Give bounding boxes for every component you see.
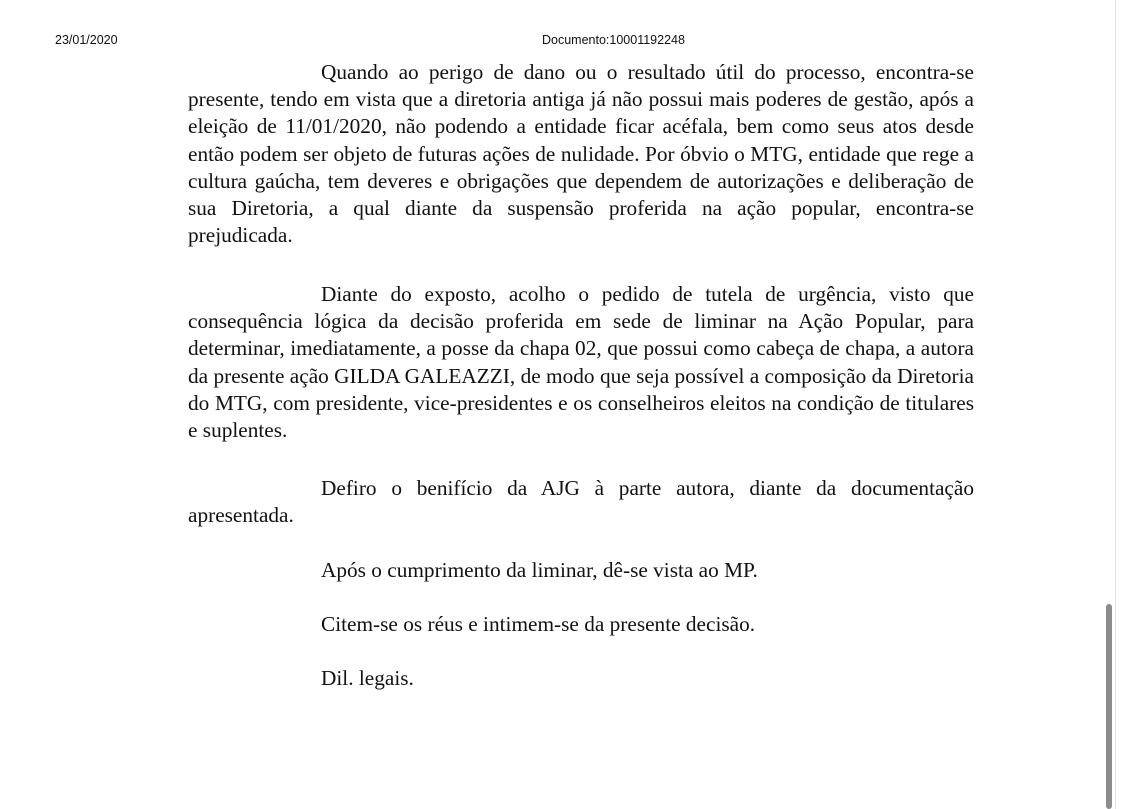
- paragraph-citem-se: Citem-se os réus e intimem-se da presente decisão.: [321, 612, 756, 636]
- page-edge: [1115, 0, 1116, 809]
- header-date: 23/01/2020: [55, 33, 118, 47]
- paragraph-ajg: Defiro o benifício da AJG à parte autora, diante da documentação apresentada.: [188, 476, 974, 528]
- header-document-id: Documento:10001192248: [542, 33, 685, 47]
- paragraph-diante-do-exposto: Diante do exposto, acolho o pedido de tutela de urgência, visto que consequência lógica da decisão proferida em sede de liminar na Ação Popular, para determinar, imediatamente, a posse da chapa 02, que possui como cabeça de chapa, a autora da presente ação GILDA GALEAZZI, de modo que seja possível a composição da Diretoria do MTG, com presidente, vice-presidentes e os conselheiros eleitos na condição de titulares e suplentes.: [188, 282, 974, 443]
- paragraph-perigo-de-dano: Quando ao perigo de dano ou o resultado útil do processo, encontra-se presente, tendo em vista que a diretoria antiga já não possui mais poderes de gestão, após a eleição de 11/01/2020, não podendo a entidade ficar acéfala, bem como seus atos desde então podem ser objeto de futuras ações de nulidade. Por óbvio o MTG, entidade que rege a cultura gaúcha, tem deveres e obrigações que dependem de autorizações e deliberação de sua Diretoria, a qual diante da suspensão proferida na ação popular, encontra-se prejudicada.: [188, 60, 974, 248]
- scrollbar-thumb[interactable]: [1106, 604, 1112, 809]
- paragraph-vista-mp: Após o cumprimento da liminar, dê-se vista ao MP.: [321, 558, 758, 582]
- paragraph-dil-legais: Dil. legais.: [321, 666, 414, 690]
